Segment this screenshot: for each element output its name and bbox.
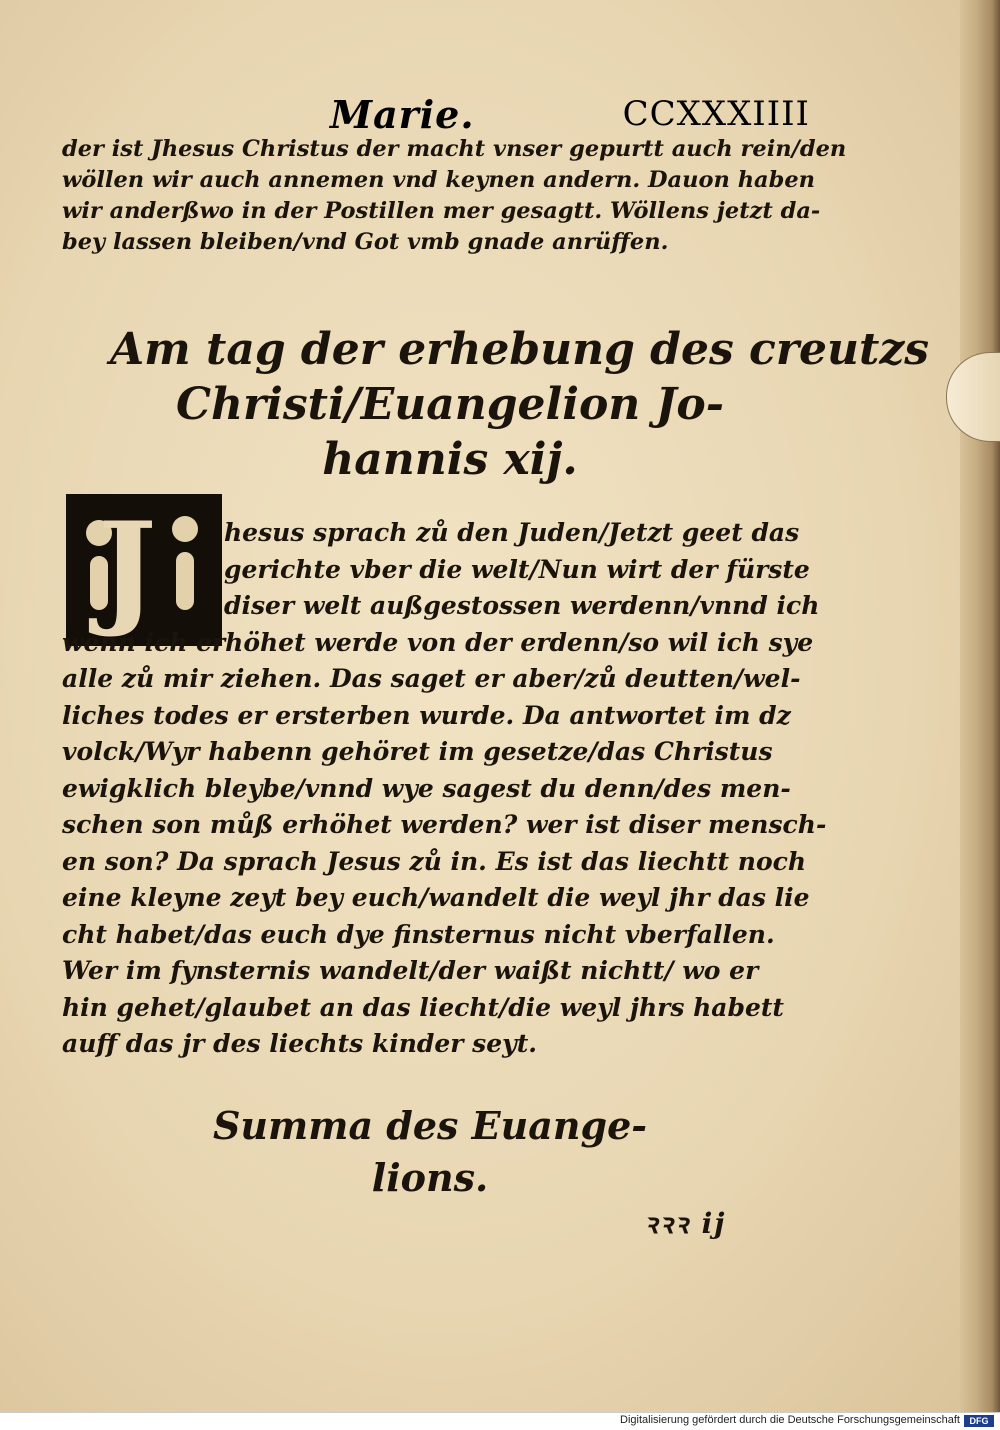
gospel-paragraph — [62, 515, 827, 1063]
initial-letter: J — [98, 496, 157, 641]
text-line: der ist Jhesus Christus der macht vnser gepurtt auch rein/den — [62, 136, 847, 162]
text-line: auff das jr des liechts kinder seyt. — [62, 1029, 537, 1058]
page-edge — [960, 0, 1000, 1412]
heading-line: Am tag der erhebung des creutzs — [110, 324, 930, 375]
text-line: ewigklich bleybe/vnnd wye sagest du denn/des men- — [62, 773, 791, 803]
section-heading — [110, 322, 930, 487]
text-line: volck/Wyr habenn gehöret im gesetze/das Christus — [62, 737, 773, 766]
text-line: alle zů mir ziehen. Das saget er aber/zů deutten/wel- — [62, 664, 801, 693]
summa-line: Summa des Euange- — [212, 1103, 648, 1148]
heading-line: hannis xij. — [322, 434, 578, 485]
signature-mark: ꝛꝛꝛ ij — [644, 1207, 727, 1240]
text-line: Wer im fynsternis wandelt/der waißt nichtt/ wo er — [62, 956, 759, 985]
top-paragraph — [62, 134, 847, 258]
footer-bar — [0, 1412, 1000, 1430]
running-head-title: Marie. — [330, 92, 475, 137]
summa-line: lions. — [371, 1155, 489, 1200]
summa-heading — [150, 1100, 710, 1204]
text-line: schen son můß erhöhet werden? wer ist diser mensch- — [62, 810, 827, 839]
text-line: cht habet/das euch dye finsternus nicht vberfallen. — [62, 919, 775, 949]
text-line: bey lassen bleiben/vnd Got vmb gnade anrüffen. — [62, 229, 669, 255]
text-line: liches todes er ersterben wurde. Da antwortet im dz — [62, 700, 791, 730]
text-line: wöllen wir auch annemen vnd keynen andern. Dauon haben — [62, 167, 816, 193]
dfg-logo: DFG — [964, 1415, 994, 1427]
text-line: gerichte vber die welt/Nun wirt der fürste — [224, 554, 810, 584]
text-line: wenn ich erhöhet werde von der erdenn/so wil ich sye — [62, 627, 814, 657]
text-line: hin gehet/glaubet an das liecht/die weyl jhrs habett — [62, 992, 784, 1022]
footer-credit: Digitalisierung gefördert durch die Deutsche Forschungsgemeinschaft — [620, 1414, 960, 1426]
text-line: en son? Da sprach Jesus zů in. Es ist das liechtt noch — [62, 846, 807, 876]
heading-line: Christi/Euangelion Jo- — [175, 379, 725, 430]
folio-number: CCXXXIIII — [622, 94, 810, 134]
running-head — [330, 92, 810, 137]
text-line: eine kleyne zeyt bey euch/wandelt die weyl jhr das lie — [62, 883, 810, 912]
text-line: hesus sprach zů den Juden/Jetzt geet das — [224, 518, 800, 547]
text-line: diser welt außgestossen werdenn/vnnd ich — [224, 591, 820, 620]
text-line: wir anderßwo in der Postillen mer gesagtt. Wöllens jetzt da- — [62, 198, 821, 224]
